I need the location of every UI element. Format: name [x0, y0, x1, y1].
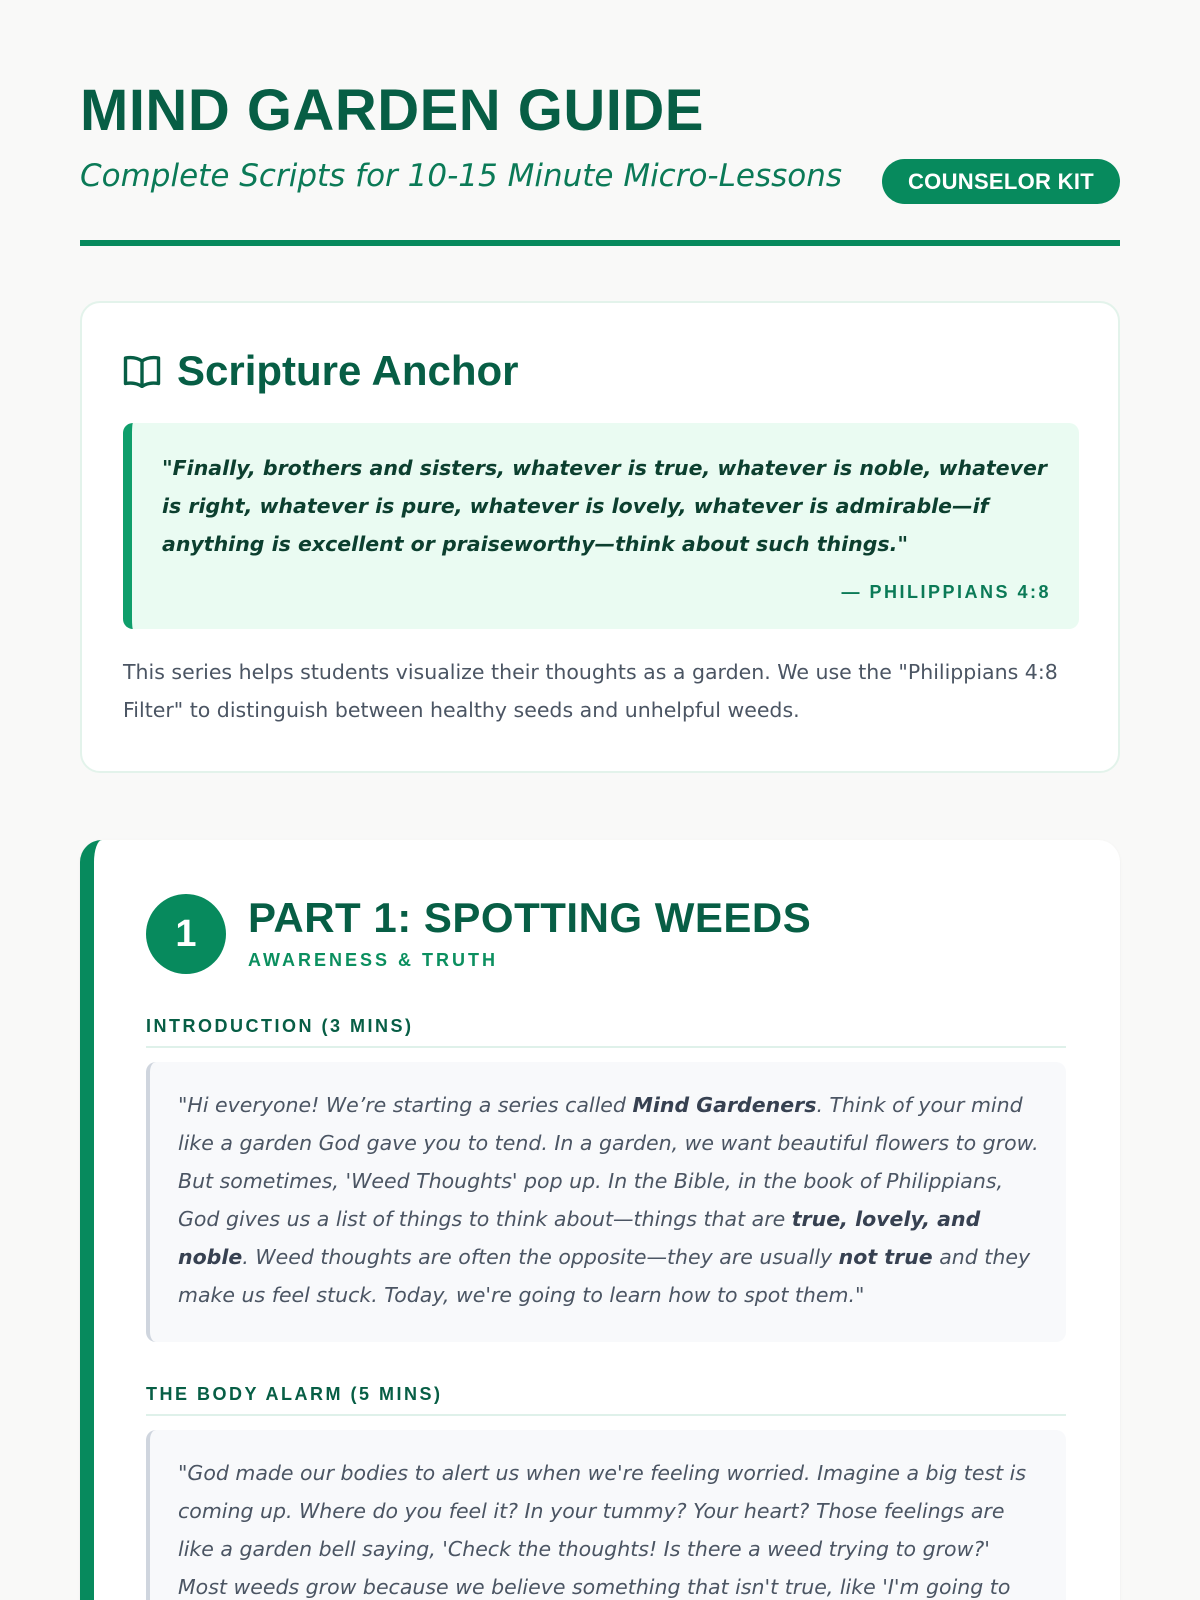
scripture-quote: [123, 423, 1079, 629]
body-alarm-script: [146, 1430, 1066, 1600]
part-number-badge: 1: [146, 894, 226, 974]
script-emphasis: Mind Gardeners: [632, 1093, 817, 1117]
scripture-anchor-card: [80, 301, 1120, 773]
scripture-heading: [123, 345, 519, 397]
page-title: MIND GARDEN GUIDE: [80, 78, 704, 143]
script-text-segment: . Think of your mind like a garden God gave you to tend. In a garden, we want beautiful flowers to grow. But sometimes, 'Weed Thoughts' pop up. In the Bible, in the book of Philippians, God gives us a list of things to think about—things that are: [178, 1093, 1039, 1231]
scripture-title: Scripture Anchor: [177, 347, 519, 394]
section-label-introduction: INTRODUCTION (3 MINS): [146, 1012, 1066, 1048]
script-text-segment: . Weed thoughts are often the opposite—they are usually: [242, 1245, 839, 1269]
scripture-reference: — PHILIPPIANS 4:8: [841, 582, 1051, 602]
page-subtitle: Complete Scripts for 10-15 Minute Micro-Lessons: [80, 158, 843, 194]
page-header: [80, 78, 1120, 204]
script-text-segment: and they make us feel stuck. Today, we're going to learn how to spot them.": [178, 1245, 1031, 1307]
counselor-kit-badge: COUNSELOR KIT: [882, 159, 1120, 204]
scripture-quote-text: "Finally, brothers and sisters, whatever is true, whatever is noble, whatever is right, whatever is pure, whatever is lovely, whatever is admirable—if anything is excellent or praiseworthy—think about such things.": [162, 456, 1047, 556]
series-description: This series helps students visualize their thoughts as a garden. We use the "Philippians 4:8 Filter" to distinguish between healthy seeds and unhelpful weeds.: [123, 660, 1058, 722]
script-text-segment: "Hi everyone! We’re starting a series called: [178, 1093, 633, 1117]
section-label-body-alarm: THE BODY ALARM (5 MINS): [146, 1380, 1066, 1416]
part-1-card: [80, 840, 1120, 1600]
body-alarm-script-text: "God made our bodies to alert us when we're feeling worried. Imagine a big test is coming up. Where do you feel it? In your tummy? Your heart? Those feelings are like a garden bell saying, 'Check the thoughts! Is there a weed trying to grow?' Most weeds grow because we believe something that isn't true, like 'I'm going to: [178, 1461, 1027, 1599]
header-divider: [80, 240, 1120, 246]
part-title: PART 1: SPOTTING WEEDS: [248, 894, 812, 941]
subtitle-row: [80, 152, 1120, 204]
open-book-icon: [123, 354, 161, 388]
script-emphasis: true, lovely, and noble: [178, 1207, 981, 1269]
part-subtitle: AWARENESS & TRUTH: [248, 950, 499, 970]
introduction-script-text: [178, 1086, 1040, 1314]
introduction-script: [146, 1062, 1066, 1342]
script-emphasis: not true: [838, 1245, 933, 1269]
